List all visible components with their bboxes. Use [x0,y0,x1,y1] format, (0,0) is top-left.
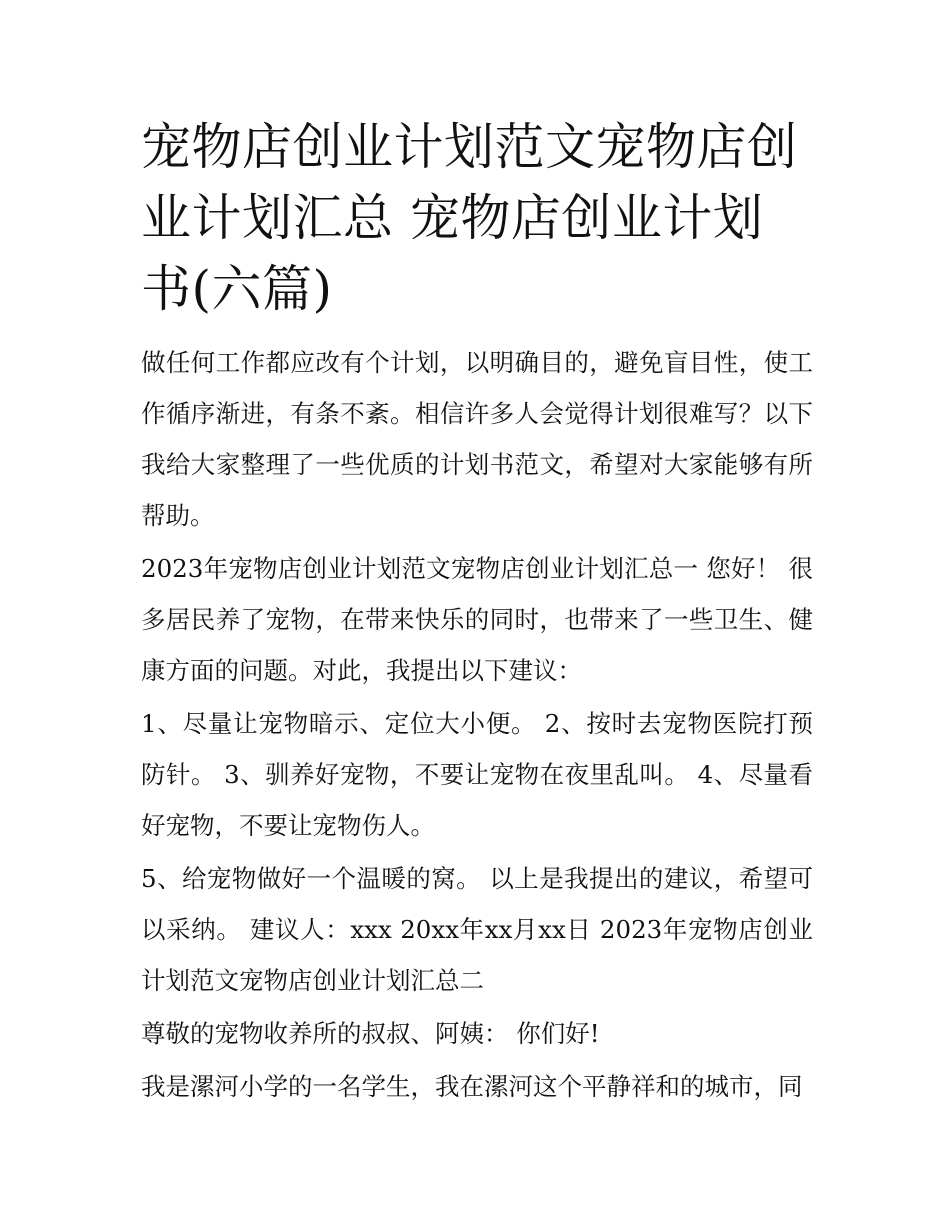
document-page [141,112,813,1114]
paragraph-letter-body: 我是漯河小学的一名学生，我在漯河这个平静祥和的城市，同 [141,1072,803,1101]
paragraph-suggestions-1-4: 1、尽量让宠物暗示、定位大小便。 2、按时去宠物医院打预防针。 3、驯养好宠物，不要让宠物在夜里乱叫。 4、尽量看好宠物，不要让宠物伤人。 [141,709,813,840]
paragraph-suggestion-5: 5、给宠物做好一个温暖的窝。 以上是我提出的建议，希望可以采纳。 建议人：xxx 20xx年xx月xx日 2023年宠物店创业计划范文宠物店创业计划汇总二 [141,864,813,995]
paragraph-section-one: 2023年宠物店创业计划范文宠物店创业计划汇总一 您好！ 很多居民养了宠物，在带来快乐的同时，也带来了一些卫生、健康方面的问题。对此，我提出以下建议： [141,554,813,685]
paragraph-salutation: 尊敬的宠物收养所的叔叔、阿姨： 你们好! [141,1019,600,1048]
document-title: 宠物店创业计划范文宠物店创业计划汇总 宠物店创业计划书(六篇) [141,118,798,318]
paragraph-intro: 做任何工作都应改有个计划，以明确目的，避免盲目性，使工作循序渐进，有条不紊。相信许多人会觉得计划很难写？以下我给大家整理了一些优质的计划书范文，希望对大家能够有所帮助。 [141,348,813,530]
